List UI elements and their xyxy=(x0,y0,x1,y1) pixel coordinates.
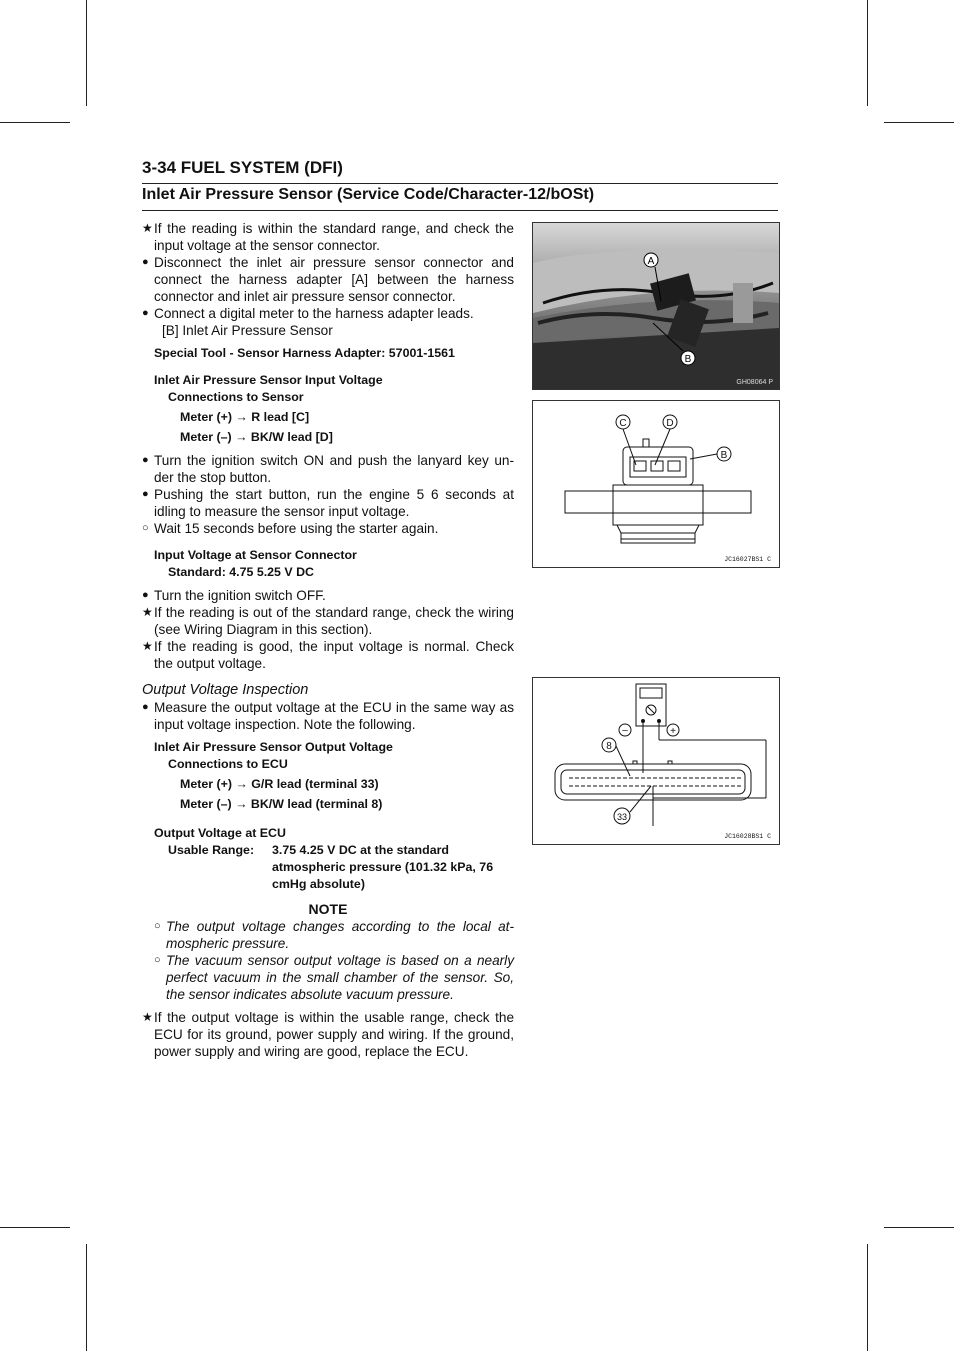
paragraph: ● Measure the output voltage at the ECU in the same way as input voltage inspection. Note the following. xyxy=(142,700,514,732)
spec-subtitle: Connections to Sensor xyxy=(168,390,304,404)
paragraph: ★ If the reading is within the standard range, and check the input voltage at the sensor connector. xyxy=(142,221,514,253)
crop-mark xyxy=(884,1227,954,1228)
crop-mark xyxy=(0,122,70,123)
spec-line: Meter (+) → G/R lead (terminal 33) xyxy=(180,777,379,791)
body-column xyxy=(142,220,514,1060)
spec-title: Inlet Air Pressure Sensor Output Voltage xyxy=(154,740,393,754)
figure-code: GH08064 P xyxy=(736,379,773,386)
page-subtitle: Inlet Air Pressure Sensor (Service Code/Character-12/bOSt) xyxy=(142,186,595,203)
callout-a: A xyxy=(647,256,655,267)
star-icon: ★ xyxy=(142,221,153,235)
circle-icon: ○ xyxy=(142,522,149,534)
crop-mark xyxy=(86,1244,87,1351)
bullet-icon: ● xyxy=(142,256,149,268)
usable-range-label: Usable Range: xyxy=(168,843,255,857)
spec-title: Inlet Air Pressure Sensor Input Voltage xyxy=(154,373,383,387)
callout-b: B xyxy=(684,354,692,365)
figure-photo xyxy=(532,222,780,390)
paragraph: ★ If the output voltage is within the usable range, check the ECU for its ground, power supply and wiring. If the ground, power supply and wiring are good, replace the ECU. xyxy=(142,1010,514,1059)
callout-d: D xyxy=(666,418,674,429)
circle-icon: ○ xyxy=(154,954,161,966)
header-rule xyxy=(142,183,778,184)
paragraph: ● Disconnect the inlet air pressure sensor connector and connect the harness adapter [A] between the harness connector and inlet air pressure sensor connector. xyxy=(142,255,514,304)
crop-mark xyxy=(867,1244,868,1351)
page-section-title: 3-34 FUEL SYSTEM (DFI) xyxy=(142,158,343,177)
paragraph: ● Turn the ignition switch ON and push the lanyard key un-der the stop button. xyxy=(142,453,514,485)
figure-code: JC16028BS1 C xyxy=(724,833,771,840)
star-icon: ★ xyxy=(142,639,153,653)
crop-mark xyxy=(867,0,868,106)
note-item: ○ The output voltage changes according to the local at-mospheric pressure. xyxy=(154,919,514,951)
pin-8-label: 8 xyxy=(606,741,612,752)
bullet-icon: ● xyxy=(142,701,149,713)
bullet-icon: ● xyxy=(142,454,149,466)
circle-icon: ○ xyxy=(154,920,161,932)
spec-line: Meter (–) → BK/W lead (terminal 8) xyxy=(180,797,383,811)
star-icon: ★ xyxy=(142,1010,153,1024)
paragraph: ● Connect a digital meter to the harness adapter leads. xyxy=(142,306,474,321)
note-heading: NOTE xyxy=(308,901,348,917)
bullet-icon: ● xyxy=(142,488,149,500)
spec-title: Output Voltage at ECU xyxy=(154,826,286,840)
spec-line: Standard: 4.75 5.25 V DC xyxy=(168,565,314,579)
paragraph: ★ If the reading is good, the input voltage is normal. Check the output voltage. xyxy=(142,639,514,671)
crop-mark xyxy=(884,122,954,123)
plus-label: + xyxy=(670,726,676,737)
special-tool: Special Tool - Sensor Harness Adapter: 57001-1561 xyxy=(154,346,455,360)
star-icon: ★ xyxy=(142,605,153,619)
minus-label: – xyxy=(622,725,628,736)
bullet-icon: ● xyxy=(142,589,149,601)
spec-subtitle: Connections to ECU xyxy=(168,757,288,771)
figure-legend: [B] Inlet Air Pressure Sensor xyxy=(162,323,333,338)
crop-mark xyxy=(0,1227,70,1228)
pin-33-label: 33 xyxy=(616,812,628,822)
callout-c: C xyxy=(619,418,627,429)
spec-title: Input Voltage at Sensor Connector xyxy=(154,548,357,562)
callout-b: B xyxy=(720,450,728,461)
spec-line: Meter (–) → BK/W lead [D] xyxy=(180,430,333,444)
usable-range-value: 3.75 4.25 V DC at the standard atmospheric pressure (101.32 kPa, 76 cmHg absolute) xyxy=(272,843,494,891)
paragraph: ★ If the reading is out of the standard range, check the wiring (see Wiring Diagram in this section). xyxy=(142,605,514,637)
paragraph: ● Turn the ignition switch OFF. xyxy=(142,588,326,603)
figure-ecu xyxy=(532,677,780,845)
usable-range xyxy=(142,842,514,893)
bullet-icon: ● xyxy=(142,307,149,319)
spec-line: Meter (+) → R lead [C] xyxy=(180,410,310,424)
subtitle-rule xyxy=(142,210,778,211)
crop-mark xyxy=(86,0,87,106)
figure-code: JC16027BS1 C xyxy=(724,556,771,563)
note-item: ○ The vacuum sensor output voltage is based on a nearly perfect vacuum in the small chamber of the sensor. So, the sensor indicates absolute vacuum pressure. xyxy=(154,953,514,1002)
figure-connector xyxy=(532,400,780,568)
paragraph: ○ Wait 15 seconds before using the starter again. xyxy=(142,521,439,536)
section-heading: Output Voltage Inspection xyxy=(142,682,309,698)
paragraph: ● Pushing the start button, run the engine 5 6 seconds at idling to measure the sensor input voltage. xyxy=(142,487,514,519)
